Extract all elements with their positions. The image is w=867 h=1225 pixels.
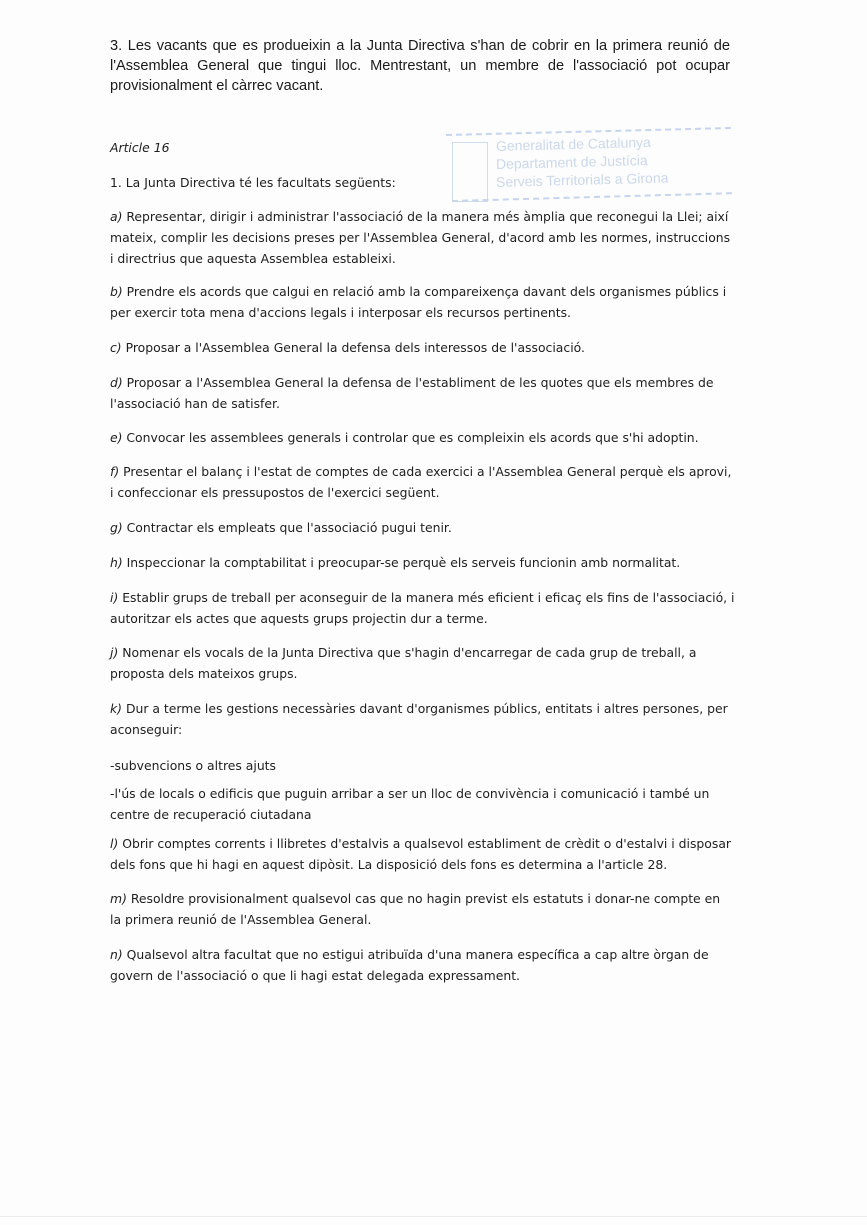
item-letter: b): [110, 284, 123, 299]
item-b: [110, 281, 735, 323]
item-letter: m): [110, 891, 127, 906]
item-text: Resoldre provisionalment qualsevol cas que no hagin previst els estatuts i donar-ne compte en la primera reunió de l'Assemblea General.: [110, 891, 721, 927]
item-text: Nomenar els vocals de la Junta Directiva que s'hagin d'encarregar de cada grup de treball, a proposta dels mateixos grups.: [110, 645, 697, 681]
stamp-border-bottom: [452, 192, 732, 202]
item-letter: d): [110, 375, 123, 390]
item-f: [110, 461, 735, 503]
item-c: [110, 337, 735, 358]
item-letter: h): [110, 555, 123, 570]
official-stamp: [446, 112, 736, 208]
item-letter: f): [110, 464, 120, 479]
stamp-line-3: Serveis Territorials a Girona: [495, 169, 669, 190]
item-text: Contractar els empleats que l'associació pugui tenir.: [122, 520, 452, 535]
item-text: Presentar el balanç i l'estat de comptes de cada exercici a l'Assemblea General perquè els aprovi, i confeccionar els pressupostos de l'exercici següent.: [110, 464, 732, 500]
stamp-line-1: Generalitat de Catalunya: [495, 133, 652, 154]
item-letter: j): [110, 645, 119, 660]
item-a: [110, 206, 735, 269]
item-text: Establir grups de treball per aconseguir de la manera més eficient i eficaç els fins de l'associació, i autoritzar els actes que aquests grups projectin dur a terme.: [110, 590, 735, 626]
item-text: Representar, dirigir i administrar l'associació de la manera més àmplia que reconegui la Llei; així mateix, complir les decisions preses per l'Assemblea General, d'acord amb les normes, instruccions i directrius que aquesta Assemblea estableixi.: [110, 209, 731, 266]
item-text: Dur a terme les gestions necessàries davant d'organismes públics, entitats i altres persones, per aconseguir:: [110, 701, 728, 737]
item-j: [110, 642, 735, 684]
item-letter: g): [110, 520, 123, 535]
item-text: Qualsevol altra facultat que no estigui atribuïda d'una manera específica a cap altre òrgan de govern de l'associació o que li hagi estat delegada expressament.: [110, 947, 709, 983]
item-letter: l): [110, 836, 119, 851]
stamp-line-2: Departament de Justícia: [495, 152, 648, 172]
article-intro: 1. La Junta Directiva té les facultats següents:: [110, 175, 396, 190]
item-i: [110, 587, 735, 629]
item-k: [110, 698, 735, 740]
item-letter: i): [110, 590, 119, 605]
article-title: Article 16: [110, 140, 170, 155]
item-text: Inspeccionar la comptabilitat i preocupar-se perquè els serveis funcionin amb normalitat.: [122, 555, 681, 570]
item-letter: k): [110, 701, 123, 716]
paragraph-3: 3. Les vacants que es produeixin a la Junta Directiva s'han de cobrir en la primera reunió de l'Assemblea General que tingui lloc. Mentrestant, un membre de l'associació pot ocupar provisionalment el càrrec vacant.: [110, 38, 730, 94]
item-m: [110, 888, 735, 930]
item-text: Proposar a l'Assemblea General la defensa de l'establiment de les quotes que els membres de l'associació han de satisfer.: [110, 375, 714, 411]
item-text: Obrir comptes corrents i llibretes d'estalvis a qualsevol establiment de crèdit o d'estalvi i disposar dels fons que hi hagi en aquest dipòsit. La disposició dels fons es determina a l'article 28.: [110, 836, 732, 872]
item-k-sub-2: -l'ús de locals o edificis que puguin arribar a ser un lloc de convivència i comunicació i també un centre de recuperació ciutadana: [110, 786, 710, 822]
item-g: [110, 517, 735, 538]
item-letter: a): [110, 209, 123, 224]
item-text: Convocar les assemblees generals i controlar que es compleixin els acords que s'hi adoptin.: [122, 430, 699, 445]
item-d: [110, 372, 735, 414]
item-n: [110, 944, 735, 986]
item-text: Proposar a l'Assemblea General la defensa dels interessos de l'associació.: [121, 340, 585, 355]
item-text: Prendre els acords que calgui en relació amb la compareixença davant dels organismes públics i per exercir tota mena d'accions legals i interposar els recursos pertinents.: [110, 284, 727, 320]
item-l: [110, 833, 735, 875]
scan-edge-line: [0, 1216, 867, 1217]
item-letter: e): [110, 430, 123, 445]
item-letter: c): [110, 340, 122, 355]
item-e: [110, 427, 735, 448]
item-h: [110, 552, 735, 573]
item-k-sub-1: -subvencions o altres ajuts: [110, 758, 276, 773]
item-letter: n): [110, 947, 123, 962]
